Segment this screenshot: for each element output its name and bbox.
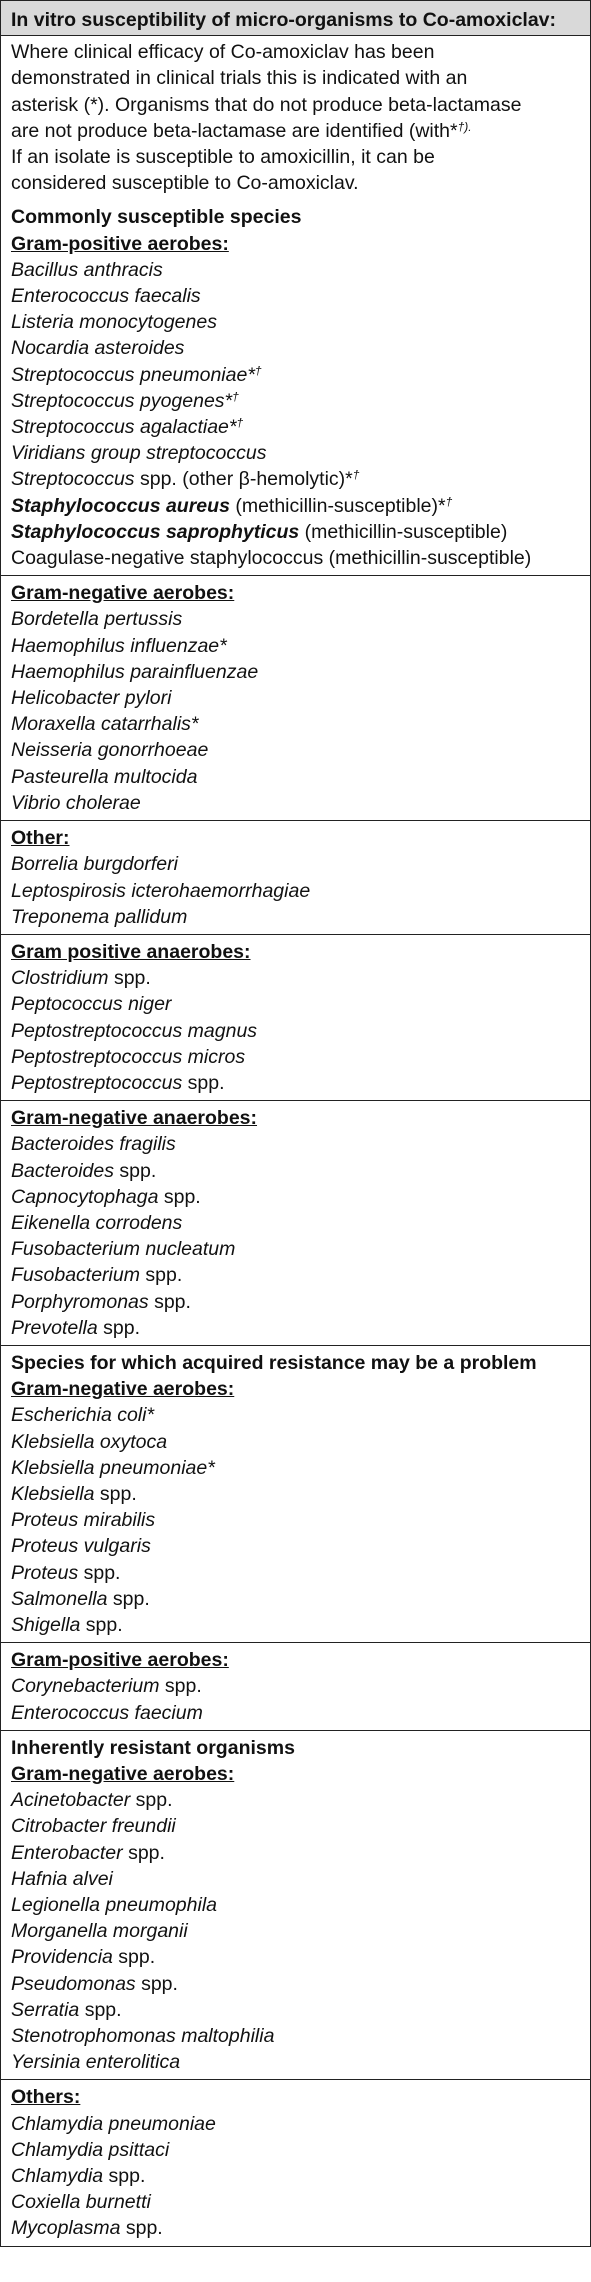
organism-item [11,2111,582,2137]
organism-item [11,2215,582,2241]
organism-item [11,1533,582,1559]
organism-item [11,335,582,361]
organism-name: Helicobacter pylori [11,687,172,710]
organism-name: Streptococcus pneumoniae* [11,363,255,386]
organism-name: Salmonella [11,1587,108,1610]
organism-name: Bacillus anthracis [11,258,163,281]
organism-item [11,606,582,632]
organism-item [11,1866,582,1892]
species-section [1,575,590,820]
organism-name: Klebsiella [11,1482,95,1505]
organism-item [11,1429,582,1455]
organism-item [11,1700,582,1726]
species-section [1,200,590,575]
intro-line: If an isolate is susceptible to amoxicillin, it can be [11,146,435,169]
organism-name: Porphyromonas [11,1290,149,1313]
organism-qualifier: spp. [148,1290,191,1313]
organism-name: Clostridium [11,967,109,990]
organism-item [11,1507,582,1533]
species-section [1,934,590,1100]
organism-name: Hafnia alvei [11,1867,113,1890]
organism-name: Providencia [11,1946,113,1969]
organism-qualifier: spp. [130,1789,173,1812]
organism-qualifier: spp. [159,1675,202,1698]
group-subheading: Gram-negative anaerobes: [11,1107,258,1130]
group-subheading: Others: [11,2086,81,2109]
organism-item [11,2189,582,2215]
species-section [1,2079,590,2245]
organism-item [11,2023,582,2049]
organism-qualifier: Coagulase-negative staphylococcus (methicillin-susceptible) [11,547,532,570]
organism-name: Listeria monocytogenes [11,311,217,334]
organism-item [11,1673,582,1699]
organism-item [11,440,582,466]
dagger-mark: † [236,416,244,431]
organism-name: Peptostreptococcus [11,1071,183,1094]
section-heading: Inherently resistant organisms [11,1736,295,1759]
organism-item [11,659,582,685]
organism-item [11,1262,582,1288]
organism-item [11,1586,582,1612]
organism-name: Bacteroides [11,1159,114,1182]
organism-item [11,904,582,930]
organism-item [11,1402,582,1428]
species-section [1,1345,590,1642]
organism-name: Citrobacter freundii [11,1815,176,1838]
table-title [1,1,590,35]
organism-item [11,2049,582,2075]
organism-item [11,1787,582,1813]
dagger-mark: † [232,389,239,404]
group-subheading: Gram-negative aerobes: [11,1763,235,1785]
organism-item [11,1918,582,1944]
species-section [1,1100,590,1345]
organism-item [11,1070,582,1096]
dagger-mark: † [352,468,360,483]
organism-name: Nocardia asteroides [11,337,185,360]
species-section [1,1730,590,2080]
table-title-text: In vitro susceptibility of micro-organisms to Co-amoxiclav: [11,9,557,31]
organism-item [11,851,582,877]
organism-item [11,711,582,737]
organism-item [11,1892,582,1918]
species-sections [1,200,590,2245]
organism-name: Prevotella [11,1316,98,1339]
organism-item [11,685,582,711]
organism-item [11,466,582,492]
organism-item [11,1289,582,1315]
organism-name: Enterococcus faecalis [11,285,201,308]
section-heading: Commonly susceptible species [11,206,302,229]
organism-item [11,2163,582,2189]
organism-item [11,309,582,335]
organism-name: Proteus mirabilis [11,1509,156,1532]
organism-name: Klebsiella pneumoniae* [11,1456,215,1479]
organism-name: Yersinia enterolitica [11,2051,181,2074]
organism-qualifier: spp. [79,1998,122,2021]
organism-item [11,737,582,763]
organism-name: Staphylococcus aureus [11,494,230,517]
organism-qualifier: spp. (other β-hemolytic)* [134,468,353,491]
organism-name: Haemophilus influenzae* [11,634,227,657]
organism-name: Bordetella pertussis [11,608,183,631]
organism-item [11,633,582,659]
organism-item [11,388,582,414]
organism-item [11,493,582,519]
organism-name: Morganella morganii [11,1920,188,1943]
organism-item [11,1044,582,1070]
section-heading: Species for which acquired resistance may be a problem [11,1351,537,1374]
intro-note [1,35,590,200]
intro-line-text: are not produce beta-lactamase are identified (with* [11,119,458,142]
organism-item [11,283,582,309]
organism-name: Legionella pneumophila [11,1894,217,1917]
organism-name: Vibrio cholerae [11,791,141,814]
organism-name: Chlamydia pneumoniae [11,2112,216,2135]
group-subheading: Gram-positive aerobes: [11,1649,229,1672]
organism-name: Peptostreptococcus magnus [11,1019,258,1042]
organism-item [11,1158,582,1184]
organism-name: Peptococcus niger [11,993,172,1016]
organism-qualifier: spp. [94,1482,137,1505]
organism-qualifier: spp. [103,2165,146,2188]
organism-name: Shigella [11,1613,81,1636]
group-subheading: Gram-positive aerobes: [11,232,229,255]
dagger-mark: †). [457,119,472,134]
organism-item [11,1455,582,1481]
organism-item [11,1997,582,2023]
organism-qualifier: spp. [120,2217,163,2240]
organism-name: Escherichia coli* [11,1404,155,1427]
organism-item [11,1944,582,1970]
organism-name: Peptostreptococcus micros [11,1045,246,1068]
organism-qualifier: spp. [139,1264,183,1287]
organism-item [11,362,582,388]
intro-line: Where clinical efficacy of Co-amoxiclav has been [11,41,435,64]
organism-item [11,1018,582,1044]
organism-name: Mycoplasma [11,2217,121,2240]
organism-item [11,1236,582,1262]
organism-name: Capnocytophaga [11,1185,159,1208]
organism-name: Enterobacter [11,1841,123,1864]
organism-name: Eikenella corrodens [11,1211,183,1234]
organism-item [11,1184,582,1210]
organism-name: Staphylococcus saprophyticus [11,520,300,543]
organism-name: Pseudomonas [11,1972,136,1995]
dagger-mark: † [445,494,453,509]
organism-name: Streptococcus pyogenes* [11,389,233,412]
group-subheading: Gram-negative aerobes: [11,582,235,605]
organism-name: Stenotrophomonas maltophilia [11,2025,275,2048]
organism-name: Moraxella catarrhalis* [11,713,199,736]
organism-item [11,878,582,904]
organism-name: Fusobacterium [11,1264,140,1287]
organism-qualifier: spp. [78,1561,121,1584]
organism-qualifier: spp. [158,1185,201,1208]
group-subheading: Gram-negative aerobes: [11,1378,235,1401]
organism-name: Streptococcus [11,468,135,491]
organism-name: Proteus vulgaris [11,1535,151,1558]
organism-qualifier: (methicillin-susceptible)* [229,494,446,517]
organism-item [11,414,582,440]
organism-name: Pasteurella multocida [11,765,198,788]
intro-line: demonstrated in clinical trials this is indicated with an [11,67,468,90]
organism-qualifier: spp. [113,1159,157,1182]
organism-name: Serratia [11,1998,80,2021]
organism-name: Proteus [11,1561,79,1584]
intro-line: considered susceptible to Co-amoxiclav. [11,172,359,195]
organism-name: Fusobacterium nucleatum [11,1238,236,1261]
organism-name: Leptospirosis icterohaemorrhagiae [11,879,311,902]
organism-name: Enterococcus faecium [11,1701,203,1724]
group-subheading: Gram positive anaerobes: [11,940,251,963]
organism-item [11,764,582,790]
species-section [1,820,590,934]
organism-item [11,1210,582,1236]
organism-name: Borrelia burgdorferi [11,853,178,876]
intro-line [11,118,582,144]
species-section [1,1642,590,1730]
organism-qualifier: spp. [108,967,151,990]
organism-name: Corynebacterium [11,1675,160,1698]
organism-name: Neisseria gonorrhoeae [11,739,209,762]
organism-item [11,2137,582,2163]
organism-qualifier: spp. [112,1946,156,1969]
organism-qualifier: spp. [135,1972,178,1995]
organism-name: Viridians group streptococcus [11,442,267,465]
organism-name: Haemophilus parainfluenzae [11,660,259,683]
organism-item [11,519,582,545]
intro-line: asterisk (*). Organisms that do not produce beta-lactamase [11,93,522,116]
organism-item [11,257,582,283]
organism-item [11,965,582,991]
dagger-mark: † [254,363,262,378]
organism-name: Treponema pallidum [11,905,188,928]
organism-name: Acinetobacter [11,1789,131,1812]
organism-qualifier: spp. [97,1316,140,1339]
organism-item [11,991,582,1017]
organism-item [11,1560,582,1586]
organism-qualifier: spp. [80,1613,123,1636]
organism-item [11,1612,582,1638]
organism-item [11,1315,582,1341]
organism-qualifier: (methicillin-susceptible) [299,520,508,543]
organism-item [11,545,582,571]
organism-name: Bacteroides fragilis [11,1133,176,1156]
organism-item [11,1481,582,1507]
organism-qualifier: spp. [182,1071,225,1094]
organism-item [11,1971,582,1997]
organism-item [11,1813,582,1839]
organism-name: Coxiella burnetti [11,2191,151,2214]
organism-item [11,1131,582,1157]
organism-name: Streptococcus agalactiae* [11,416,237,439]
organism-name: Klebsiella oxytoca [11,1430,168,1453]
organism-item [11,1840,582,1866]
organism-item [11,790,582,816]
organism-name: Chlamydia psittaci [11,2138,170,2161]
organism-name: Chlamydia [11,2165,104,2188]
organism-qualifier: spp. [122,1841,165,1864]
organism-qualifier: spp. [107,1587,150,1610]
group-subheading: Other: [11,827,70,850]
